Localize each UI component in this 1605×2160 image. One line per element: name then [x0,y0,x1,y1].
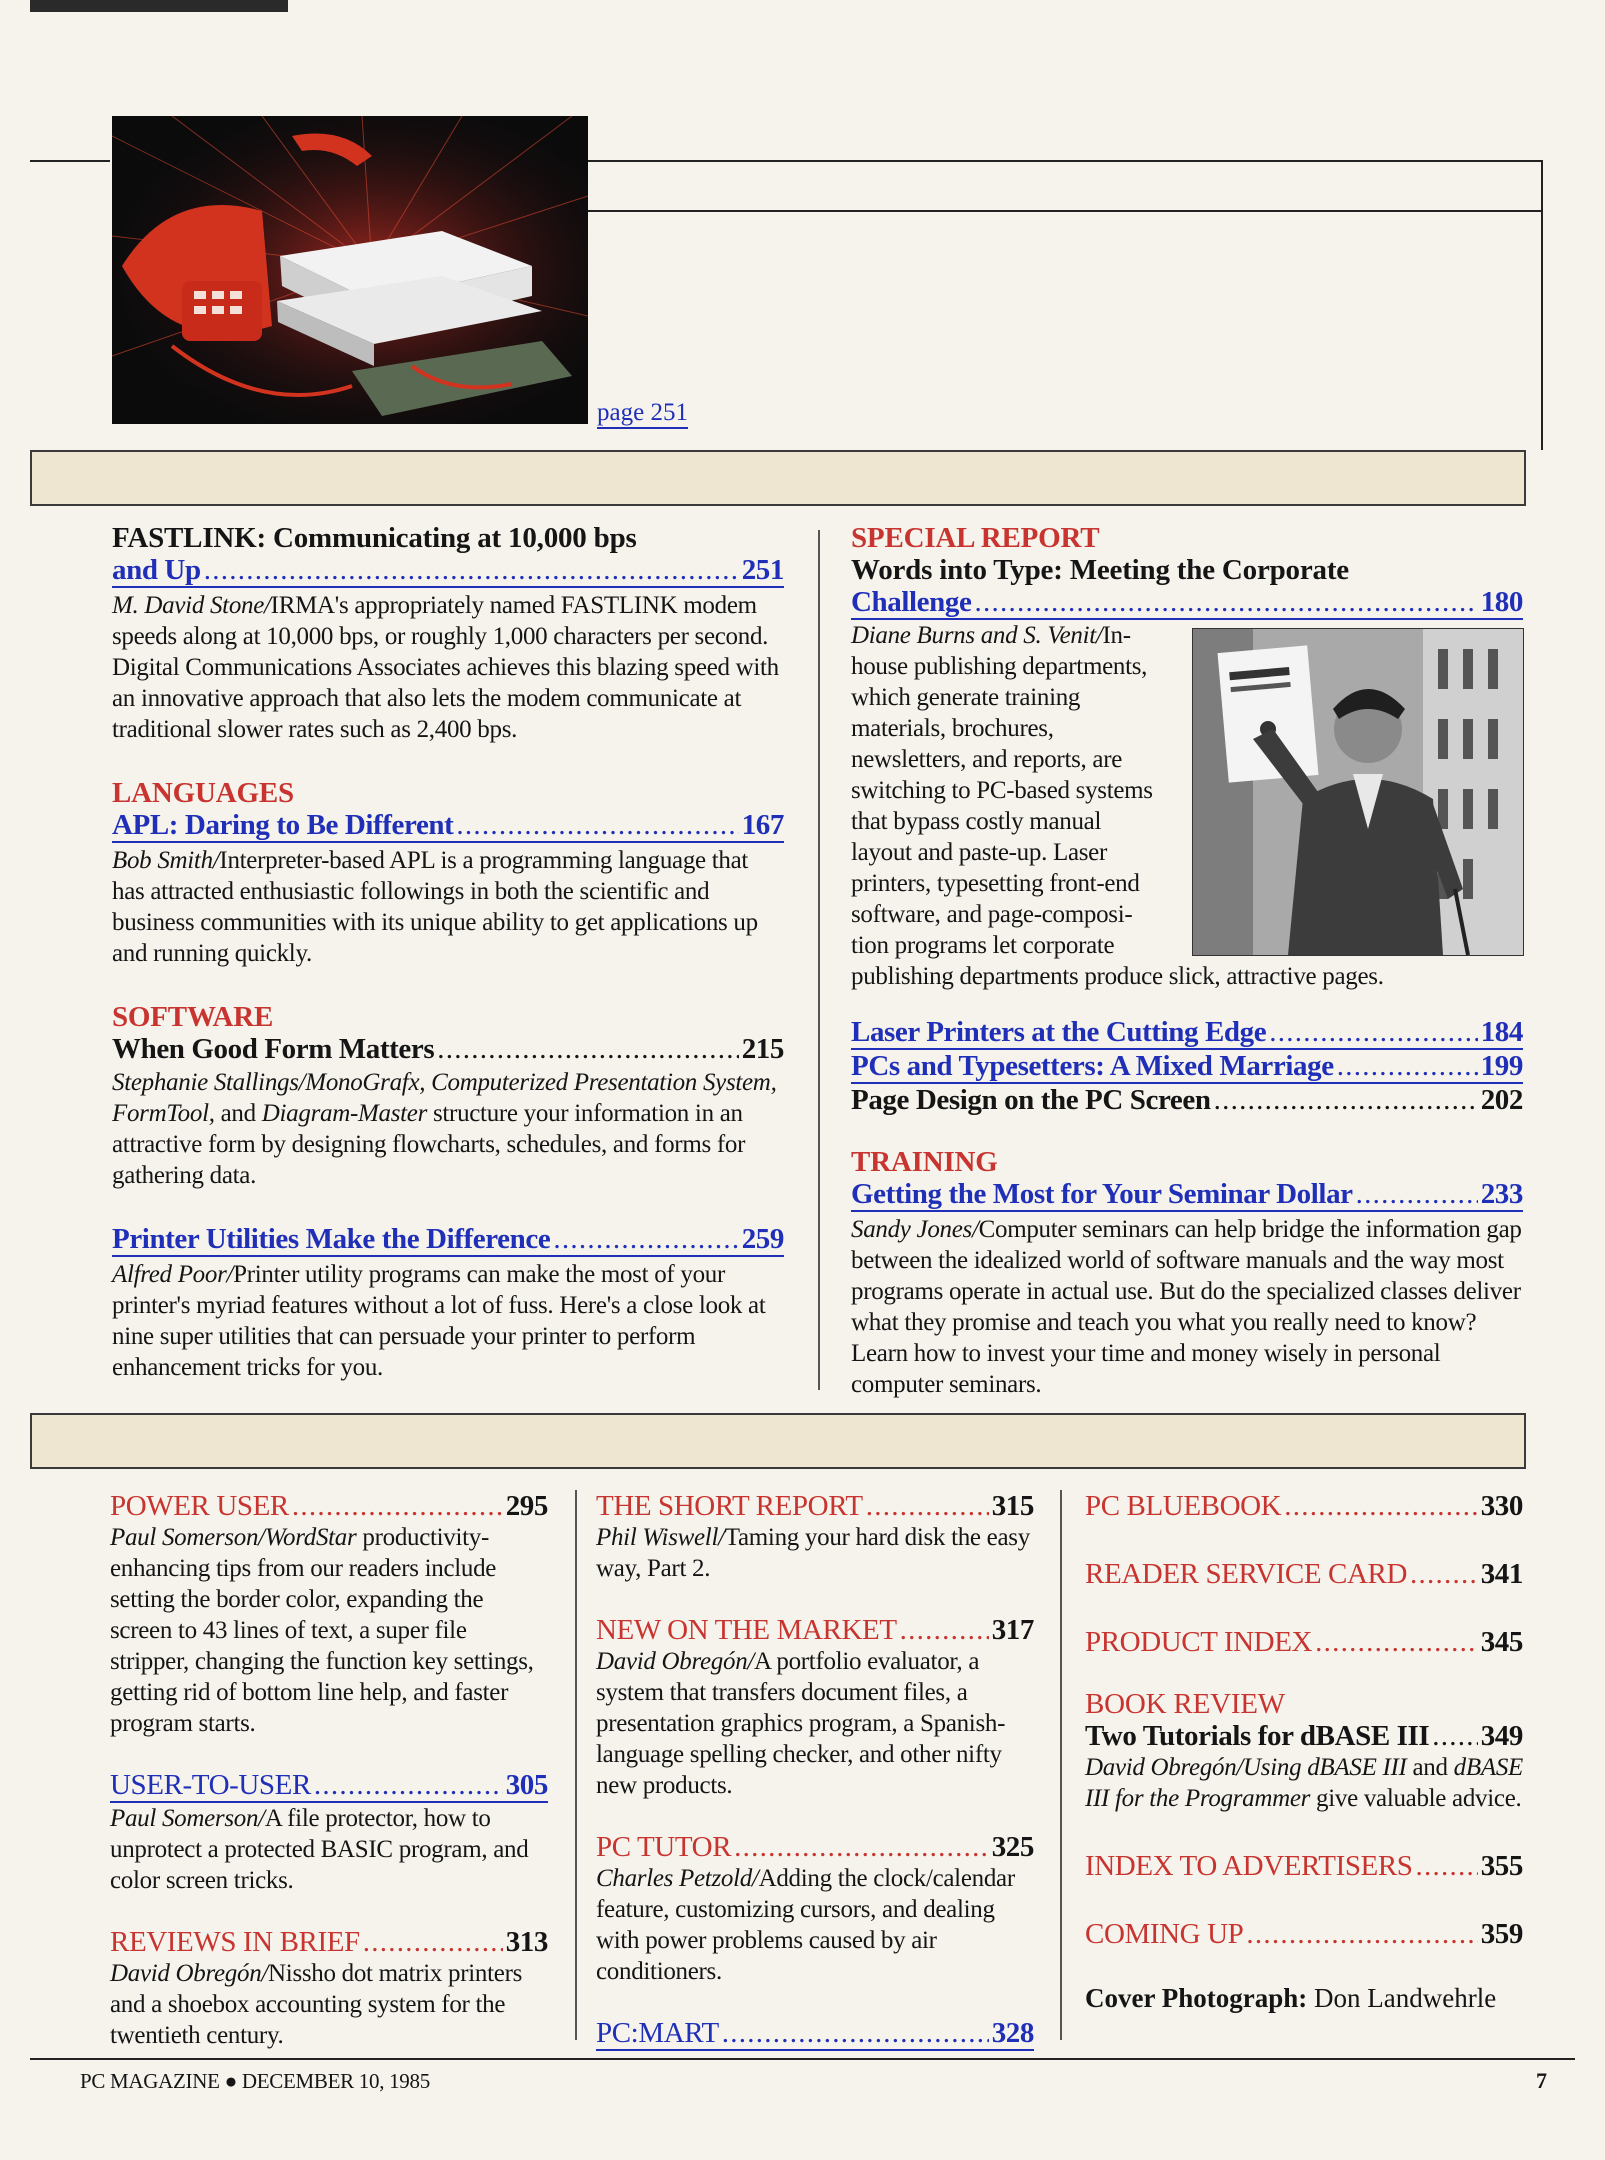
article-text: tion programs let corporate [851,932,1115,959]
article-text: software, and page-composi- [851,901,1133,928]
article-text: and [214,1100,262,1127]
special-report-abstract [851,620,1523,992]
department-abstract [110,1522,548,1739]
article-title: Words into Type: Meeting the Corporate [851,554,1349,586]
page-number: 349 [1480,1720,1523,1752]
article-text: newsletters, and reports, are [851,746,1123,773]
page-number: 345 [1480,1626,1523,1658]
top-rule [30,0,288,12]
page-number: 167 [741,809,784,841]
page-number: 251 [741,554,784,586]
article-text: Interpreter-based APL is a programming language that has attracted enthusiastic followings in both the scientific and business communities with its unique ability to get applications up and running quickly. [112,847,758,967]
department-title [110,1490,548,1522]
department-link-text[interactable]: PC:MART [596,2017,719,2049]
article-fastlink [112,522,784,745]
departments-column-3 [1085,1490,1523,2014]
article-link[interactable] [851,1178,1523,1212]
article-link[interactable] [851,586,1523,620]
page-number: 305 [505,1769,548,1801]
article-link[interactable] [112,1223,784,1257]
department-author: David Obregón/Using dBASE III [1085,1754,1407,1781]
article-text: printers, typesetting front-end [851,870,1140,897]
department-title-text: INDEX TO ADVERTISERS [1085,1850,1413,1882]
department-title [596,1831,1034,1863]
article-link-text[interactable]: Challenge [851,586,972,618]
footer-page-number: 7 [1536,2068,1547,2093]
department-text: Taming your hard disk the easy way, Part 2. [596,1524,1030,1582]
department-author: David Obregón/ [110,1960,269,1987]
feature-left-column [112,522,784,1383]
page-number: 359 [1480,1918,1523,1950]
article-link-text[interactable]: Printer Utilities Make the Difference [112,1223,551,1255]
article-abstract [112,845,784,969]
section-heading: LANGUAGES [112,777,294,809]
department-title-text: READER SERVICE CARD [1085,1558,1407,1590]
department-title-text: COMING UP [1085,1918,1244,1950]
section-heading: BOOK REVIEW [1085,1688,1285,1720]
department-link-text[interactable]: USER-TO-USER [110,1769,311,1801]
department-text: give valuable advice. [1310,1785,1522,1812]
article-forms [112,1001,784,1191]
cover-credit-label: Cover Photograph: [1085,1983,1308,2013]
footer-rule [30,2058,1575,2060]
article-text: switching to PC-based systems [851,777,1153,804]
article-title-text: When Good Form Matters [112,1033,435,1065]
article-title-text: Page Design on the PC Screen [851,1084,1211,1116]
department-text: A file protector, how to unprotect a protected BASIC program, and color screen tricks. [110,1805,529,1894]
article-link-text[interactable]: Getting the Most for Your Seminar Dollar [851,1178,1353,1210]
article-text: that bypass costly manual [851,808,1102,835]
department-abstract [596,1522,1034,1584]
article-link[interactable] [112,554,784,588]
article-apl [112,777,784,969]
article-author: Sandy Jones/ [851,1216,979,1243]
page-number: 328 [991,2017,1034,2049]
department-abstract [596,1646,1034,1801]
department-title-text: REVIEWS IN BRIEF [110,1926,360,1958]
department-title [1085,1626,1523,1658]
page-number: 317 [991,1614,1034,1646]
department-text: Adding the clock/calendar feature, customizing cursors, and dealing with power problems caused by air conditioners. [596,1865,1015,1985]
department-abstract [110,1958,548,2051]
department-pc-tutor [596,1831,1034,1987]
article-text-italic: Diagram-Master [261,1100,428,1127]
page-number: 295 [505,1490,548,1522]
special-report-links [851,1016,1523,1400]
department-author: Charles Petzold/ [596,1865,759,1892]
department-title [1085,1720,1523,1752]
article-abstract [112,1067,784,1191]
article-author: Bob Smith/ [112,847,220,874]
article-title [112,1033,784,1065]
department-pc-mart [596,2017,1034,2051]
frame-line [588,210,1543,212]
article-abstract [112,1259,784,1383]
department-title [596,1614,1034,1646]
section-heading: SPECIAL REPORT [851,522,1100,554]
article-text: which generate training [851,684,1081,711]
article-author: Diane Burns and S. Venit/ [851,622,1103,649]
cover-credit-name: Don Landwehrle [1307,1983,1497,2013]
departments-column-2 [596,1490,1034,2051]
footer-publication: PC MAGAZINE ● DECEMBER 10, 1985 [80,2069,430,2093]
department-author: David Obregón/ [596,1648,755,1675]
article-link[interactable] [851,1050,1523,1084]
department-title [1085,1850,1523,1882]
column-divider [575,1490,577,2040]
department-title-text: PC TUTOR [596,1831,732,1863]
article-text: Computer seminars can help bridge the information gap between the idealized world of software manuals and the way most programs operate in actual use. But do the specialized classes deliver what they promise and teach you what you really need to know? Learn how to invest your time and money wisely in personal computer seminars. [851,1216,1522,1398]
article-link-text[interactable]: and Up [112,554,201,586]
article-author: Stephanie Stallings/MonoGrafx, Computerized Presentation System, FormTool, [112,1069,777,1127]
article-text: publishing departments produce slick, attractive pages. [851,963,1384,990]
section-band [30,1413,1526,1469]
department-title [1085,1558,1523,1590]
frame-line [1541,160,1543,450]
department-link[interactable] [110,1769,548,1803]
page-number: 325 [991,1831,1034,1863]
page-number: 341 [1480,1558,1523,1590]
department-abstract [1085,1752,1523,1814]
department-title-text: Two Tutorials for dBASE III [1085,1720,1430,1752]
page-number: 184 [1480,1016,1523,1048]
department-text: Nissho dot matrix printers and a shoebox accounting system for the twentieth century. [110,1960,523,2049]
article-author: M. David Stone/ [112,592,271,619]
article-training [851,1146,1523,1400]
article-text: Printer utility programs can make the most of your printer's myriad features without a lot of fuss. Here's a close look at nine super utilities that can persuade your printer to perform enhancement tricks for you. [112,1261,766,1381]
section-band [30,450,1526,506]
article-link[interactable] [112,809,784,843]
article-title [851,1084,1523,1116]
page-number: 215 [741,1033,784,1065]
article-link-text[interactable]: Laser Printers at the Cutting Edge [851,1016,1267,1048]
article-text: IRMA's appropriately named FASTLINK modem speeds along at 10,000 bps, or roughly 1,000 characters per second. Digital Communications Associates achieves this blazing speed with an innovative approach that also lets the modem communicate at traditional slower rates such as 2,400 bps. [112,592,779,743]
article-text: materials, brochures, [851,715,1054,742]
article-printer-utilities [112,1223,784,1383]
departments-column-1 [110,1490,548,2051]
section-heading: SOFTWARE [112,1001,274,1033]
article-link-text[interactable]: APL: Daring to Be Different [112,809,454,841]
department-text: productivity-enhancing tips from our readers include setting the border color, expanding the screen to 43 lines of text, a super file stripper, changing the function key settings, getting rid of bottom line help, and faster program starts. [110,1524,534,1737]
page-number: 330 [1480,1490,1523,1522]
article-text: structure your information in an attractive form by designing flowcharts, schedules, and forms for gathering data. [112,1100,746,1189]
department-short-report [596,1490,1034,1584]
column-divider [818,530,820,1390]
article-abstract [112,590,784,745]
department-title-text: NEW ON THE MARKET [596,1614,897,1646]
page-number: 313 [505,1926,548,1958]
department-new-on-market [596,1614,1034,1801]
department-title-text: THE SHORT REPORT [596,1490,863,1522]
department-user-to-user [110,1769,548,1896]
department-book-review [1085,1688,1523,1814]
article-text: layout and paste-up. Laser [851,839,1107,866]
article-title: FASTLINK: Communicating at 10,000 bps [112,522,637,554]
page-number: 202 [1480,1084,1523,1116]
article-author: Alfred Poor/ [112,1261,234,1288]
frame-line [588,160,1543,162]
department-title-text: POWER USER [110,1490,289,1522]
page-number: 259 [741,1223,784,1255]
cover-photo [112,116,588,424]
modem-phone-illustration [112,116,588,424]
department-title [110,1926,548,1958]
department-title [1085,1918,1523,1950]
page-number: 315 [991,1490,1034,1522]
department-text: A portfolio evaluator, a system that transfers document files, a presentation graphics program, a Spanish-language spelling checker, and other nifty new products. [596,1648,1006,1799]
department-title-text: PC BLUEBOOK [1085,1490,1282,1522]
article-link[interactable] [851,1016,1523,1050]
page-number: 180 [1480,586,1523,618]
department-power-user [110,1490,548,1739]
page-number: 233 [1480,1178,1523,1210]
frame-line [30,160,110,162]
page-number: 199 [1480,1050,1523,1082]
department-text-italic: dBASE III for the Programmer [1085,1754,1523,1812]
department-title [596,1490,1034,1522]
department-title-text: PRODUCT INDEX [1085,1626,1313,1658]
article-text: house publishing departments, [851,653,1148,680]
article-link-text[interactable]: PCs and Typesetters: A Mixed Marriage [851,1050,1334,1082]
department-author: Paul Somerson/ [110,1805,265,1832]
department-link[interactable] [596,2017,1034,2051]
department-author: Phil Wiswell/ [596,1524,725,1551]
department-abstract [110,1803,548,1896]
column-divider [1060,1490,1062,2040]
page-number: 355 [1480,1850,1523,1882]
department-author: Paul Somerson/WordStar [110,1524,357,1551]
article-text: In- [1102,622,1131,649]
department-reviews-in-brief [110,1926,548,2051]
department-abstract [596,1863,1034,1987]
photo-caption[interactable]: page 251 [597,399,688,429]
section-heading: TRAINING [851,1146,998,1178]
department-text: and [1406,1754,1454,1781]
department-title [1085,1490,1523,1522]
cover-credit [1085,1982,1523,2014]
article-abstract [851,1214,1523,1400]
feature-right-column [851,522,1523,620]
